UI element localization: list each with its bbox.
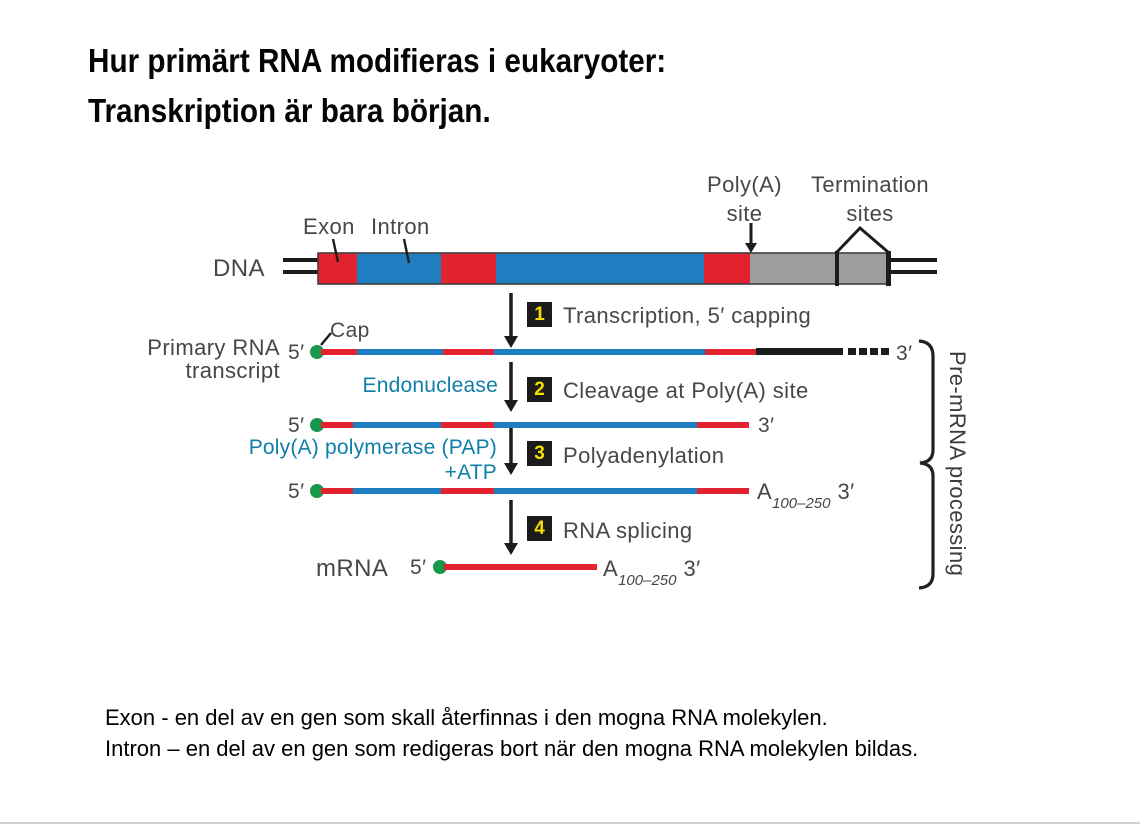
step-2-number: 2 [527, 377, 552, 402]
line1-three-prime: 3′ [896, 342, 913, 365]
pap-label: Poly(A) polymerase (PAP) [248, 436, 497, 459]
step-1-number: 1 [527, 302, 552, 327]
slide-title-line1: Hur primärt RNA modifieras i eukaryoter: [88, 42, 667, 79]
step-3-number: 3 [527, 441, 552, 466]
intron-label: Intron [371, 214, 430, 239]
cleaved-rna-line [310, 418, 749, 432]
step-2-label: Cleavage at Poly(A) site [563, 378, 809, 403]
dna-gene-bar [318, 251, 891, 286]
mrna-five-prime: 5′ [410, 556, 427, 579]
polyadenylated-rna-line [310, 484, 749, 498]
step-4-label: RNA splicing [563, 518, 693, 543]
line1-five-prime: 5′ [288, 341, 305, 364]
line3-five-prime: 5′ [288, 480, 305, 503]
pre-mrna-processing-label: Pre-mRNA processing [945, 351, 970, 577]
termination-sites-label: Termination sites [810, 172, 930, 226]
step-4-number: 4 [527, 516, 552, 541]
mrna-poly-a-tail: $A_{100-250}$ 3′ [603, 556, 701, 590]
exon-label: Exon [303, 214, 355, 239]
pre-mrna-brace [919, 341, 933, 588]
mrna-line [433, 560, 597, 574]
mrna-label: mRNA [316, 555, 389, 582]
line3-poly-a-tail: $A_{100-250}$ 3′ [757, 479, 855, 513]
footnote-exon: Exon - en del av en gen som skall återfinnas i den mogna RNA molekylen. [105, 705, 828, 730]
termination-sites-mark [837, 228, 888, 252]
dna-label: DNA [213, 255, 265, 282]
line2-five-prime: 5′ [288, 414, 305, 437]
line2-three-prime: 3′ [758, 414, 775, 437]
atp-label: +ATP [444, 461, 497, 484]
footnote [105, 702, 918, 764]
primary-rna-line [310, 333, 889, 359]
primary-rna-transcript-label: Primary RNA transcript [147, 335, 280, 383]
step-1-label: Transcription, 5′ capping [563, 303, 812, 328]
footnote-intron: Intron – en del av en gen som redigeras bort när den mogna RNA molekylen bildas. [105, 736, 919, 761]
cap-label: Cap [330, 319, 370, 342]
polya-site-label: Poly(A) site [707, 172, 782, 226]
endonuclease-label: Endonuclease [362, 374, 498, 397]
slide-title-line2: Transkription är bara början. [88, 92, 491, 129]
step-3-label: Polyadenylation [563, 443, 725, 468]
